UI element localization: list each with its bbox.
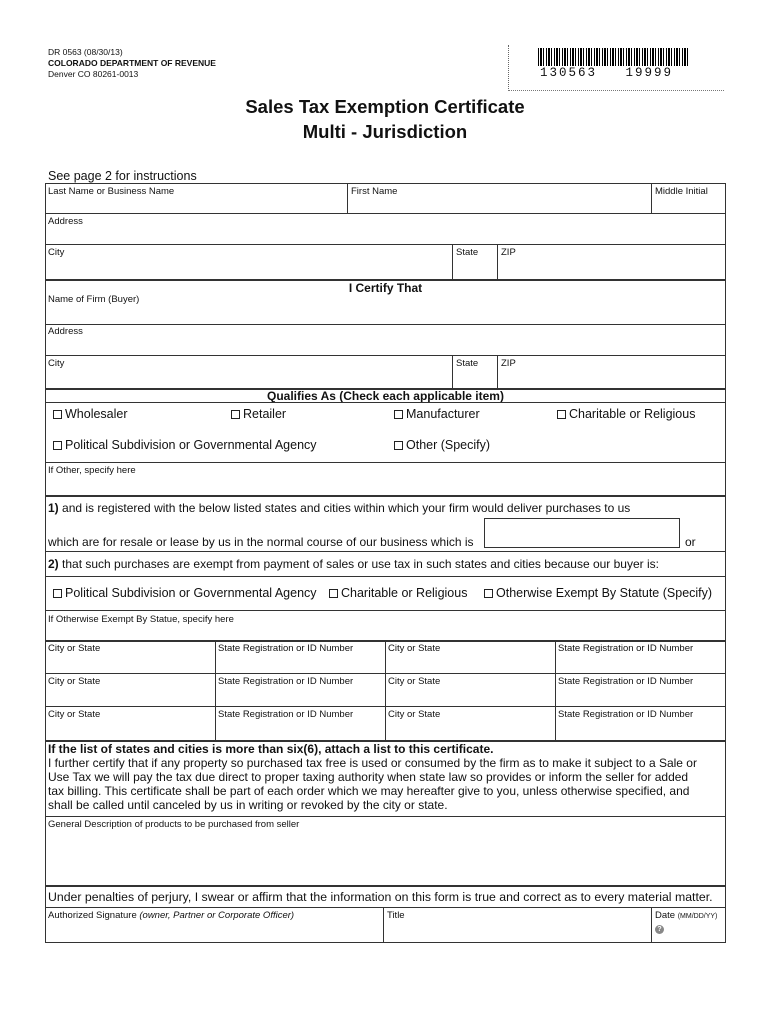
reg-id-label-3a: State Registration or ID Number — [218, 709, 354, 720]
last-name-label: Last Name or Business Name — [48, 186, 175, 197]
manufacturer-checkbox[interactable] — [394, 410, 403, 419]
first-name-label: First Name — [351, 186, 398, 197]
firm-city-label: City — [48, 358, 65, 369]
political-subdivision-checkbox[interactable] — [53, 441, 62, 450]
form-title: Sales Tax Exemption Certificate — [245, 96, 525, 117]
statute-specify-label: If Otherwise Exempt By Statue, specify here — [48, 614, 234, 625]
description-field[interactable] — [48, 832, 722, 882]
buyer-charitable-option[interactable]: Charitable or Religious — [329, 586, 467, 600]
description-label: General Description of products to be purchased from seller — [48, 819, 300, 830]
barcode — [538, 48, 690, 66]
address-label: Address — [48, 216, 83, 227]
reg-id-label-1a: State Registration or ID Number — [218, 643, 354, 654]
other-specify-field[interactable] — [48, 477, 722, 493]
reg-id-field-2a[interactable] — [218, 688, 382, 704]
department-name: COLORADO DEPARTMENT OF REVENUE — [48, 58, 216, 68]
first-name-field[interactable] — [350, 198, 648, 212]
reg-id-field-3b[interactable] — [558, 721, 722, 737]
item2-text: 2) that such purchases are exempt from payment of sales or use tax in such states and cities because our buyer is: — [48, 557, 659, 571]
reg-id-field-2b[interactable] — [558, 688, 722, 704]
buyer-statute-checkbox[interactable] — [484, 589, 493, 598]
reg-city-label-3a: City or State — [48, 709, 101, 720]
reg-city-field-1b[interactable] — [388, 655, 552, 671]
city-label: City — [48, 247, 65, 258]
state-label: State — [456, 247, 479, 258]
retailer-checkbox[interactable] — [231, 410, 240, 419]
reg-city-label-1a: City or State — [48, 643, 101, 654]
signature-label: Authorized Signature (owner, Partner or Corporate Officer) — [48, 910, 295, 921]
wholesaler-checkbox[interactable] — [53, 410, 62, 419]
firm-state-field[interactable] — [455, 370, 493, 386]
manufacturer-option[interactable]: Manufacturer — [394, 407, 480, 421]
reg-city-field-1a[interactable] — [48, 655, 212, 671]
header-dotted-divider — [508, 45, 509, 91]
reg-id-field-1a[interactable] — [218, 655, 382, 671]
middle-initial-field[interactable] — [654, 198, 723, 212]
charitable-religious-option[interactable]: Charitable or Religious — [557, 407, 695, 421]
state-field[interactable] — [455, 260, 493, 276]
firm-zip-label: ZIP — [501, 358, 516, 369]
statute-specify-field[interactable] — [48, 626, 722, 638]
form-number: DR 0563 (08/30/13) — [48, 47, 123, 57]
firm-name-field[interactable] — [48, 306, 722, 322]
city-field[interactable] — [48, 260, 448, 276]
charitable-religious-checkbox[interactable] — [557, 410, 566, 419]
business-type-field[interactable] — [484, 518, 680, 548]
certification-line-1: I further certify that if any property so purchased tax free is used or consumed by the firm as to make it subject to a Sale or — [48, 756, 697, 770]
reg-id-label-1b: State Registration or ID Number — [558, 643, 694, 654]
buyer-political-subdivision-option[interactable]: Political Subdivision or Governmental Agency — [53, 586, 317, 600]
reg-city-field-3a[interactable] — [48, 721, 212, 737]
form-subtitle: Multi - Jurisdiction — [302, 121, 468, 142]
reg-city-field-2a[interactable] — [48, 688, 212, 704]
reg-id-label-2a: State Registration or ID Number — [218, 676, 354, 687]
reg-city-field-2b[interactable] — [388, 688, 552, 704]
certification-line-4: shall be called until canceled by us in writing or revoked by the city or state. — [48, 798, 448, 812]
perjury-statement: Under penalties of perjury, I swear or affirm that the information on this form is true and correct as to every material matter. — [48, 890, 713, 904]
date-field[interactable] — [654, 922, 723, 940]
zip-label: ZIP — [501, 247, 516, 258]
other-specify-option[interactable]: Other (Specify) — [394, 438, 490, 452]
signature-field[interactable] — [48, 922, 380, 940]
item1-continuation: which are for resale or lease by us in the normal course of our business which is — [48, 535, 474, 549]
reg-id-label-2b: State Registration or ID Number — [558, 676, 694, 687]
firm-city-field[interactable] — [48, 370, 448, 386]
reg-city-label-2b: City or State — [388, 676, 441, 687]
political-subdivision-option[interactable]: Political Subdivision or Governmental Agency — [53, 438, 317, 452]
firm-address-field[interactable] — [48, 338, 722, 354]
buyer-statute-option[interactable]: Otherwise Exempt By Statute (Specify) — [484, 586, 712, 600]
certification-line-2: Use Tax we will pay the tax due direct to proper taxing authority when state law so provides or inform the seller for added — [48, 770, 689, 784]
wholesaler-option[interactable]: Wholesaler — [53, 407, 128, 421]
barcode-number: 130563 19999 — [540, 66, 674, 80]
header-dotted-underline — [508, 90, 724, 91]
firm-zip-field[interactable] — [500, 370, 722, 386]
reg-id-field-3a[interactable] — [218, 721, 382, 737]
firm-address-label: Address — [48, 326, 83, 337]
reg-city-field-3b[interactable] — [388, 721, 552, 737]
certification-line-3: tax billing. This certificate shall be part of each order which we may hereafter give to you, unless otherwise specified, and — [48, 784, 690, 798]
reg-city-label-1b: City or State — [388, 643, 441, 654]
address-field[interactable] — [48, 228, 722, 242]
department-address: Denver CO 80261-0013 — [48, 69, 139, 79]
firm-name-label: Name of Firm (Buyer) — [48, 294, 140, 305]
retailer-option[interactable]: Retailer — [231, 407, 286, 421]
buyer-political-subdivision-checkbox[interactable] — [53, 589, 62, 598]
qualifies-heading: Qualifies As (Check each applicable item) — [267, 389, 504, 403]
other-specify-checkbox[interactable] — [394, 441, 403, 450]
title-label: Title — [387, 910, 405, 921]
date-label: Date (MM/DD/YY) — [655, 910, 718, 921]
last-name-field[interactable] — [48, 198, 344, 212]
item1-text: 1) and is registered with the below listed states and cities within which your firm would deliver purchases to us — [48, 501, 631, 515]
other-specify-label: If Other, specify here — [48, 465, 136, 476]
help-icon[interactable]: ? — [655, 925, 664, 934]
instructions-note: See page 2 for instructions — [48, 169, 197, 183]
firm-state-label: State — [456, 358, 479, 369]
zip-field[interactable] — [500, 260, 722, 276]
reg-city-label-3b: City or State — [388, 709, 441, 720]
middle-initial-label: Middle Initial — [655, 186, 708, 197]
buyer-charitable-checkbox[interactable] — [329, 589, 338, 598]
reg-city-label-2a: City or State — [48, 676, 101, 687]
title-field[interactable] — [386, 922, 648, 940]
attach-list-note: If the list of states and cities is more than six(6), attach a list to this certificate. — [48, 742, 494, 756]
reg-id-field-1b[interactable] — [558, 655, 722, 671]
or-text: or — [685, 535, 696, 549]
certify-heading: I Certify That — [348, 281, 423, 295]
reg-id-label-3b: State Registration or ID Number — [558, 709, 694, 720]
